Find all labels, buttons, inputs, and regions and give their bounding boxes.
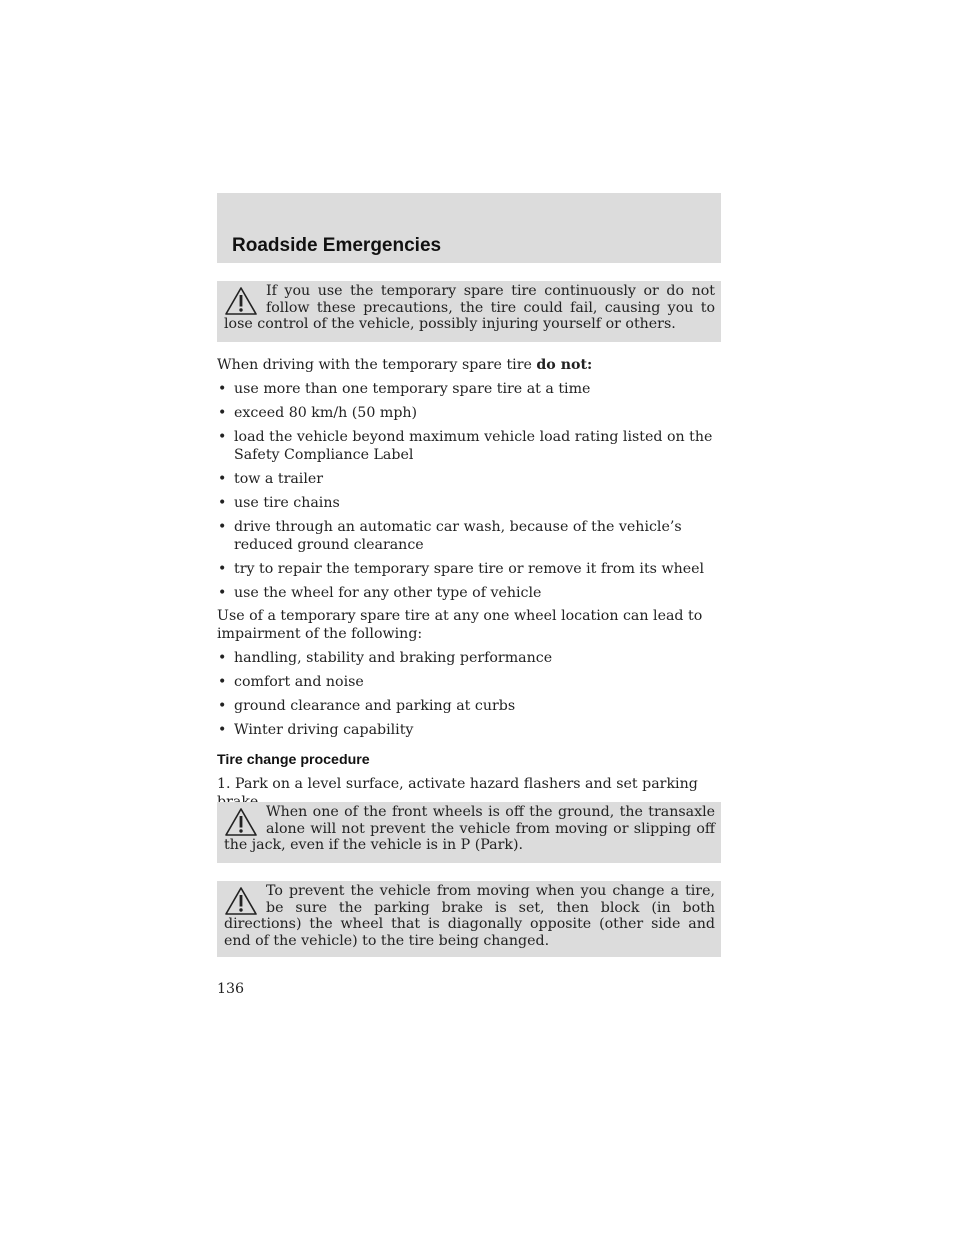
intro-paragraph: [217, 356, 721, 374]
bullet-icon: •: [218, 674, 227, 690]
bullet-icon: •: [218, 698, 227, 714]
list-item-text: use the wheel for any other type of vehicle: [234, 585, 542, 601]
impairment-paragraph: Use of a temporary spare tire at any one wheel location can lead to impairment of the following:: [217, 608, 703, 642]
warning-box: [217, 281, 721, 342]
list-item-text: Winter driving capability: [234, 722, 414, 738]
list-item: [217, 721, 721, 739]
list-item-text: use tire chains: [234, 495, 340, 511]
list-item: [217, 649, 721, 667]
warning-text: If you use the temporary spare tire continuously or do not follow these precautions, the tire could fail, causing you to lose control of the vehicle, possibly injuring yourself or others.: [224, 283, 715, 332]
list-item-text: drive through an automatic car wash, because of the vehicle’s reduced ground clearance: [234, 519, 682, 553]
list-item: [217, 380, 721, 398]
list-item: [217, 560, 721, 578]
list-item: [217, 518, 721, 554]
list-item-text: exceed 80 km/h (50 mph): [234, 405, 418, 421]
bullet-icon: •: [218, 381, 227, 397]
list-item-text: tow a trailer: [234, 471, 324, 487]
bullet-icon: •: [218, 495, 227, 511]
warning-triangle-icon: [224, 886, 258, 916]
bullet-icon: •: [218, 650, 227, 666]
list-item: [217, 428, 721, 464]
procedure-heading: Tire change procedure: [217, 752, 370, 768]
page-number: 136: [217, 981, 245, 997]
list-item: [217, 697, 721, 715]
warning-box: [217, 802, 721, 863]
bullet-icon: •: [218, 519, 227, 535]
bullet-icon: •: [218, 722, 227, 738]
list-item: [217, 470, 721, 488]
warning-text: When one of the front wheels is off the ground, the transaxle alone will not prevent the vehicle from moving or slipping off the jack, even if the vehicle is in P (Park).: [224, 804, 715, 853]
list-item: [217, 494, 721, 512]
warning-triangle-icon: [224, 807, 258, 837]
bullet-icon: •: [218, 561, 227, 577]
warning-box: [217, 881, 721, 957]
intro-text: When driving with the temporary spare tire: [217, 357, 537, 373]
bullet-icon: •: [218, 405, 227, 421]
section-header-band: [217, 193, 721, 263]
list-item: [217, 673, 721, 691]
list-item-text: try to repair the temporary spare tire or remove it from its wheel: [234, 561, 705, 577]
list-item: [217, 584, 721, 602]
intro-emphasis: do not:: [536, 357, 593, 373]
procedure-step: 1. Park on a level surface, activate hazard flashers and set parking: [217, 776, 698, 792]
list-item: [217, 404, 721, 422]
list-item-text: handling, stability and braking performance: [234, 650, 553, 666]
list-item-text: load the vehicle beyond maximum vehicle load rating listed on the Safety Compliance Label: [234, 429, 713, 463]
warning-triangle-icon: [224, 286, 258, 316]
bullet-icon: •: [218, 471, 227, 487]
section-title: Roadside Emergencies: [232, 235, 442, 256]
bullet-icon: •: [218, 585, 227, 601]
warning-text: To prevent the vehicle from moving when you change a tire, be sure the parking brake is set, then block (in both directions) the wheel that is diagonally opposite (other side and end of the vehicle) to the tire being changed.: [224, 883, 715, 949]
list-item-text: comfort and noise: [234, 674, 364, 690]
list-item-text: use more than one temporary spare tire at a time: [234, 381, 591, 397]
list-item-text: ground clearance and parking at curbs: [234, 698, 516, 714]
bullet-icon: •: [218, 429, 227, 445]
